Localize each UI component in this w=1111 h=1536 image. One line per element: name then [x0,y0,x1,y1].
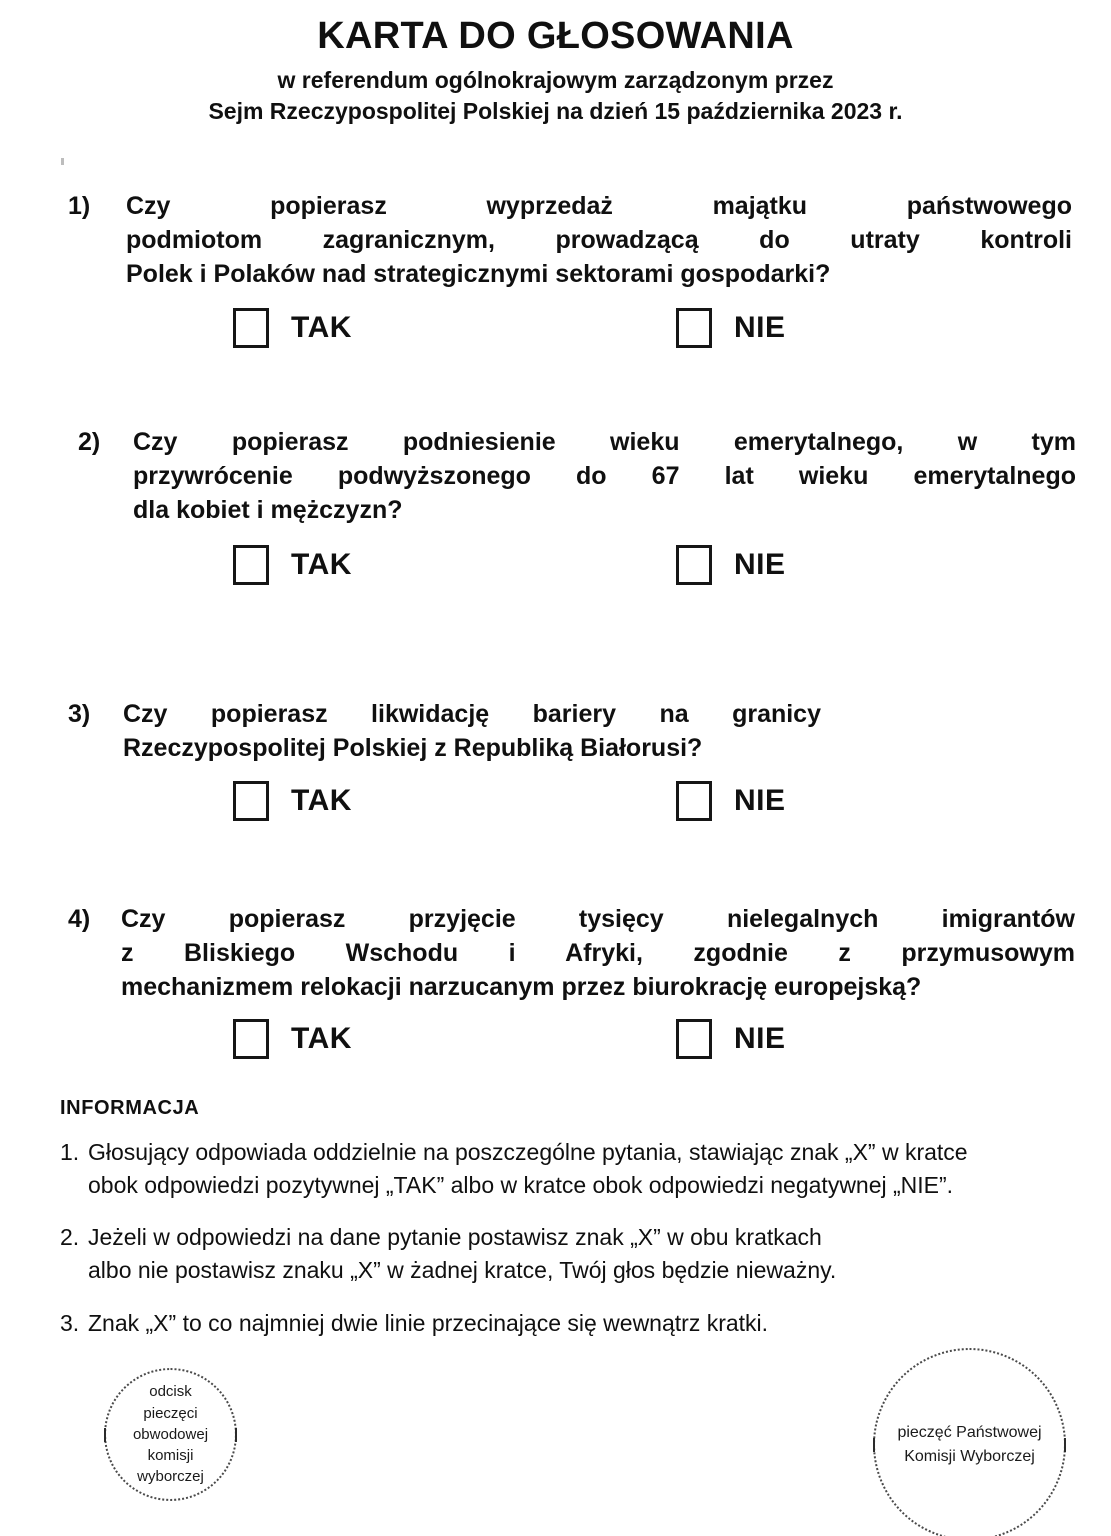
information-item-2-line-2: albo nie postawisz znaku „X” w żadnej kratce, Twój głos będzie nieważny. [88,1256,837,1283]
question-3-checkbox-yes[interactable] [233,781,269,821]
question-1-answers [0,308,1111,356]
question-2-checkbox-no[interactable] [676,545,712,585]
question-1-line-3: Polek i Polaków nad strategicznymi sektorami gospodarki? [126,259,831,288]
question-3-answer-yes[interactable] [233,781,352,821]
scan-artifact [61,158,64,165]
information-item-3 [60,1307,1080,1340]
question-4-answer-no[interactable] [676,1019,786,1059]
question-4-answers [0,1019,1111,1067]
question-2-line-3: dla kobiet i mężczyzn? [133,495,403,524]
question-2-label-yes: TAK [291,548,352,581]
question-2-number: 2) [78,428,101,456]
information-item-1 [60,1136,1080,1201]
question-4-label-no: NIE [734,1022,786,1055]
question-1 [0,190,1111,291]
information-item-1-line-1: Głosujący odpowiada oddzielnie na poszczególne pytania, stawiając znak „X” w kratce [88,1139,968,1165]
question-4-line-1: Czy popierasz przyjęcie tysięcy nielegalnych imigrantów [121,905,1075,933]
information-item-3-body [88,1307,1080,1340]
question-4-line-3: mechanizmem relokacji narzucanym przez biurokrację europejską? [121,972,922,1001]
information-item-2-marker: 2. [60,1224,80,1251]
question-4-line-2: z Bliskiego Wschodu i Afryki, zgodnie z przymusowym [121,938,1075,967]
question-1-answer-no[interactable] [676,308,786,348]
precinct-stamp-line-5: wyborczej [137,1468,204,1486]
question-4-checkbox-yes[interactable] [233,1019,269,1059]
question-4-checkbox-no[interactable] [676,1019,712,1059]
question-1-number: 1) [68,192,91,220]
question-1-label-yes: TAK [291,311,352,344]
precinct-stamp-line-1: odcisk [149,1383,192,1401]
question-3-answer-no[interactable] [676,781,786,821]
question-3-text [123,698,821,766]
question-3-answers [0,781,1111,829]
national-electoral-commission-stamp-placeholder [873,1348,1066,1536]
precinct-stamp-line-3: obwodowej [132,1425,209,1443]
ballot-header [0,14,1111,127]
question-3-line-1: Czy popierasz likwidację bariery na granicy [123,700,821,728]
question-2-checkbox-yes[interactable] [233,545,269,585]
question-2 [0,426,1111,527]
national-stamp-line-1: pieczęć Państwowej [897,1424,1042,1442]
question-3-line-2: Rzeczypospolitej Polskiej z Republiką Białorusi? [123,733,703,762]
question-2-answer-yes[interactable] [233,545,352,585]
question-1-line-2: podmiotom zagranicznym, prowadzącą do utraty kontroli [126,225,1072,254]
information-item-2-body [88,1221,1080,1286]
question-1-checkbox-yes[interactable] [233,308,269,348]
question-1-line-1: Czy popierasz wyprzedaż majątku państwowego [126,192,1072,220]
national-commission-stamp-text [897,1421,1041,1468]
information-item-2 [60,1221,1080,1286]
information-heading: INFORMACJA [60,1097,200,1119]
information-item-1-marker: 1. [60,1139,80,1165]
information-item-1-body [88,1136,1080,1201]
question-3-label-yes: TAK [291,784,352,817]
question-3-checkbox-no[interactable] [676,781,712,821]
ballot-subtitle-line-2: Sejm Rzeczypospolitej Polskiej na dzień 15 października 2023 r. [208,98,903,125]
question-4-label-yes: TAK [291,1022,352,1055]
question-2-line-1: Czy popierasz podniesienie wieku emerytalnego, w tym [133,428,1076,456]
information-item-2-line-1: Jeżeli w odpowiedzi na dane pytanie postawisz znak „X” w obu kratkach [88,1224,822,1251]
information-item-1-line-2: obok odpowiedzi pozytywnej „TAK” albo w kratce obok odpowiedzi negatywnej „NIE”. [88,1171,954,1198]
information-item-3-marker: 3. [60,1309,80,1336]
precinct-commission-stamp-text [133,1381,208,1487]
question-1-label-no: NIE [734,311,786,344]
precinct-commission-stamp-placeholder [104,1368,237,1501]
precinct-stamp-line-4: komisji [147,1447,194,1465]
question-2-text [133,426,1076,527]
question-2-answer-no[interactable] [676,545,786,585]
question-4 [0,903,1111,1004]
information-section [60,1097,1080,1359]
ballot-title: KARTA DO GŁOSOWANIA [317,15,794,57]
question-1-checkbox-no[interactable] [676,308,712,348]
question-3 [0,698,1111,766]
question-2-line-2: przywrócenie podwyższonego do 67 lat wieku emerytalnego [133,461,1076,490]
ballot-subtitle-line-1: w referendum ogólnokrajowym zarządzonym przez [277,66,834,93]
question-2-answers [0,545,1111,593]
question-4-text [121,903,1075,1004]
question-1-answer-yes[interactable] [233,308,352,348]
precinct-stamp-line-2: pieczęci [143,1404,198,1422]
question-1-text [126,190,1072,291]
national-stamp-line-2: Komisji Wyborczej [904,1447,1035,1465]
question-4-answer-yes[interactable] [233,1019,352,1059]
question-2-label-no: NIE [734,548,786,581]
question-3-label-no: NIE [734,784,786,817]
question-4-number: 4) [68,905,91,933]
question-3-number: 3) [68,700,91,728]
information-item-3-line-1: Znak „X” to co najmniej dwie linie przecinające się wewnątrz kratki. [88,1309,769,1336]
